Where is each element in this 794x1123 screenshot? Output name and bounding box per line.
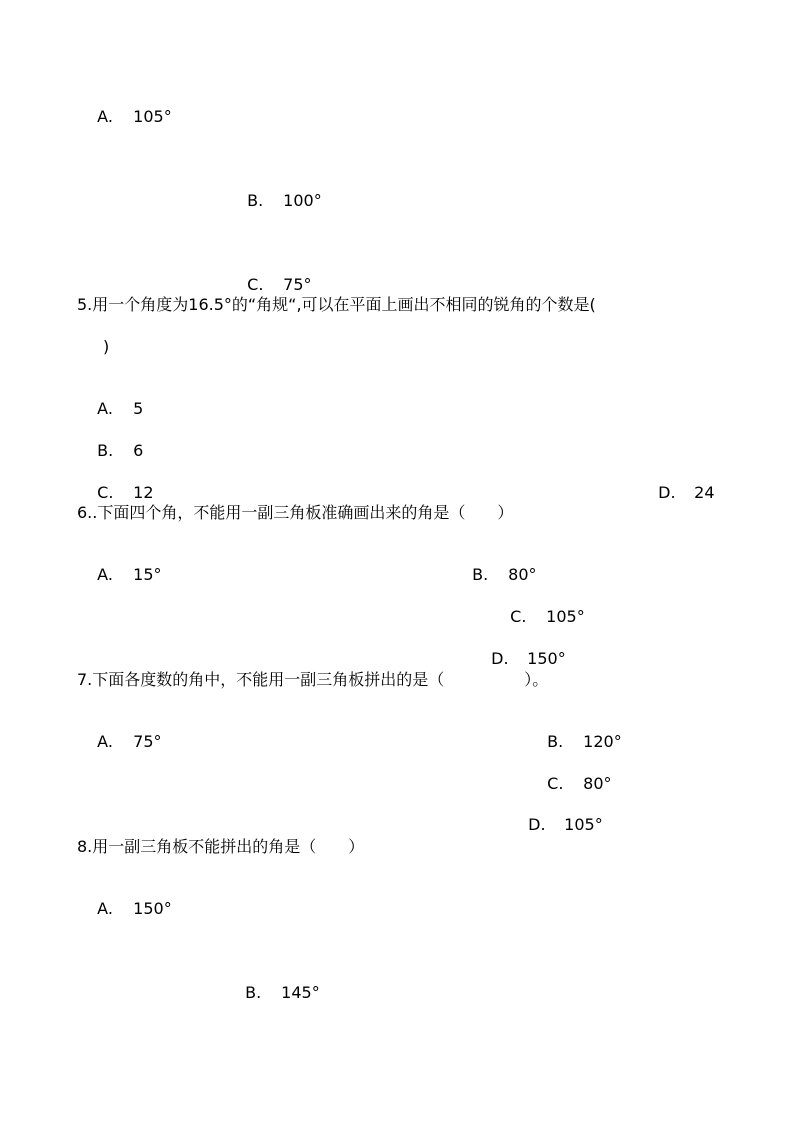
option-value: 24 [694, 483, 715, 502]
option-letter: D. [658, 483, 676, 502]
q7-option-b [537, 712, 622, 752]
option-letter: D. [528, 815, 546, 834]
q5-option-d [648, 463, 715, 503]
q5-stem: 5.用一个角度为16.5°的“角规“,可以在平面上画出不相同的锐角的个数是( [77, 295, 596, 314]
option-letter: A. [97, 565, 113, 584]
q8-option-b [235, 963, 320, 1003]
option-letter: B. [547, 732, 564, 751]
option-letter: B. [247, 191, 264, 210]
option-letter: A. [97, 399, 113, 418]
q7-option-a [87, 712, 162, 752]
option-value: 150° [527, 649, 566, 668]
option-value: 75° [283, 275, 312, 294]
q6-option-d [481, 629, 566, 669]
q8-option-a [87, 879, 172, 919]
q4-option-a [87, 87, 172, 127]
option-letter: C. [97, 483, 114, 502]
option-letter: C. [510, 607, 527, 626]
option-value: 150° [133, 899, 172, 918]
option-value: 145° [281, 983, 320, 1002]
option-value: 15° [133, 565, 162, 584]
option-value: 80° [583, 774, 612, 793]
q6-option-a [87, 545, 162, 585]
q8-stem: 8.用一副三角板不能拼出的角是（ ） [77, 837, 365, 856]
q6-stem: 6..下面四个角，不能用一副三角板准确画出来的角是（ ） [77, 503, 514, 522]
q6-option-b [462, 545, 537, 585]
option-value: 105° [564, 815, 603, 834]
q4-option-b [237, 171, 322, 211]
q7-option-c [537, 754, 612, 794]
option-letter: C. [547, 774, 564, 793]
option-letter: A. [97, 107, 113, 126]
option-value: 5 [133, 399, 144, 418]
option-letter: C. [247, 275, 264, 294]
option-value: 6 [133, 441, 144, 460]
option-value: 75° [133, 732, 162, 751]
option-letter: B. [97, 441, 114, 460]
option-letter: A. [97, 899, 113, 918]
option-value: 100° [283, 191, 322, 210]
option-value: 12 [133, 483, 154, 502]
option-value: 120° [583, 732, 622, 751]
q4-option-c [237, 255, 312, 295]
q5-option-a [87, 379, 143, 419]
q7-stem: 7.下面各度数的角中，不能用一副三角板拼出的是（ ）。 [77, 670, 549, 689]
q5-option-b [87, 421, 143, 461]
option-letter: B. [472, 565, 489, 584]
option-value: 105° [546, 607, 585, 626]
option-value: 80° [508, 565, 537, 584]
option-value: 105° [133, 107, 172, 126]
q5-stem-close: ) [103, 337, 110, 356]
option-letter: B. [245, 983, 262, 1002]
option-letter: D. [491, 649, 509, 668]
q5-option-c [87, 463, 154, 503]
q7-option-d [518, 795, 603, 835]
option-letter: A. [97, 732, 113, 751]
q6-option-c [500, 587, 585, 627]
